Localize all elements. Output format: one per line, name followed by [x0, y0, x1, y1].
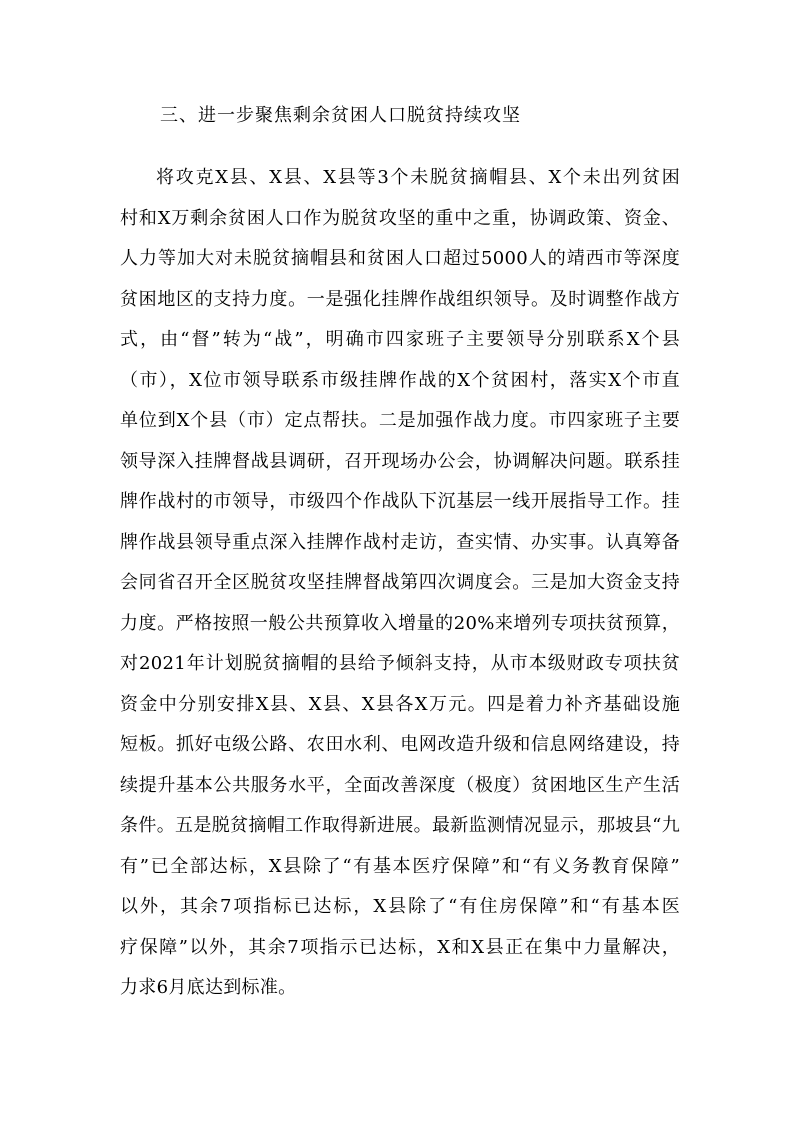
paragraph-line: 力求6月底达到标准。 [120, 977, 297, 998]
paragraph-line: 将攻克X县、X县、X县等3个未脱贫摘帽县、X个未出列贫困 [156, 167, 680, 188]
paragraph-line: 力度。严格按照一般公共预算收入增量的20%来增列专项扶贫预算， [120, 612, 680, 634]
paragraph-line: 条件。五是脱贫摘帽工作取得新进展。最新监测情况显示，那坡县“九 [120, 815, 680, 836]
paragraph-line: 有”已全部达标，X县除了“有基本医疗保障”和“有义务教育保障” [120, 855, 680, 877]
paragraph-line: 领导深入挂牌督战县调研，召开现场办公会，协调解决问题。联系挂 [120, 450, 680, 472]
paragraph-line: 单位到X个县（市）定点帮扶。二是加强作战力度。市四家班子主要 [120, 410, 680, 431]
paragraph-line: 以外，其余7项指标已达标，X县除了“有住房保障”和“有基本医 [120, 896, 680, 917]
paragraph-line: 人力等加大对未脱贫摘帽县和贫困人口超过5000人的靖西市等深度 [120, 248, 680, 269]
section-heading: 三、进一步聚焦剩余贫困人口脱贫持续攻坚 [160, 105, 521, 126]
paragraph-line: 疗保障”以外，其余7项指示已达标，X和X县正在集中力量解决， [120, 936, 680, 958]
paragraph-line: 贫困地区的支持力度。一是强化挂牌作战组织领导。及时调整作战方 [120, 288, 680, 310]
paragraph-line: 牌作战村的市领导，市级四个作战队下沉基层一线开展指导工作。挂 [120, 491, 680, 512]
paragraph-line: 村和X万剩余贫困人口作为脱贫攻坚的重中之重，协调政策、资金、 [120, 207, 680, 229]
paragraph-line: 式，由“督”转为“战”，明确市四家班子主要领导分别联系X个县 [120, 329, 680, 350]
paragraph [120, 164, 680, 1015]
paragraph-line: 会同省召开全区脱贫攻坚挂牌督战第四次调度会。三是加大资金支持 [120, 572, 680, 593]
paragraph-line: 资金中分别安排X县、X县、X县各X万元。四是着力补齐基础设施 [120, 693, 680, 715]
paragraph-line: （市），X位市领导联系市级挂牌作战的X个贫困村，落实X个市直 [120, 369, 680, 391]
paragraph-line: 对2021年计划脱贫摘帽的县给予倾斜支持，从市本级财政专项扶贫 [120, 653, 680, 674]
paragraph-line: 短板。抓好屯级公路、农田水利、电网改造升级和信息网络建设，持 [120, 734, 680, 755]
paragraph-line: 牌作战县领导重点深入挂牌作战村走访，查实情、办实事。认真筹备 [120, 531, 680, 553]
paragraph-line: 续提升基本公共服务水平，全面改善深度（极度）贫困地区生产生活 [120, 774, 680, 796]
